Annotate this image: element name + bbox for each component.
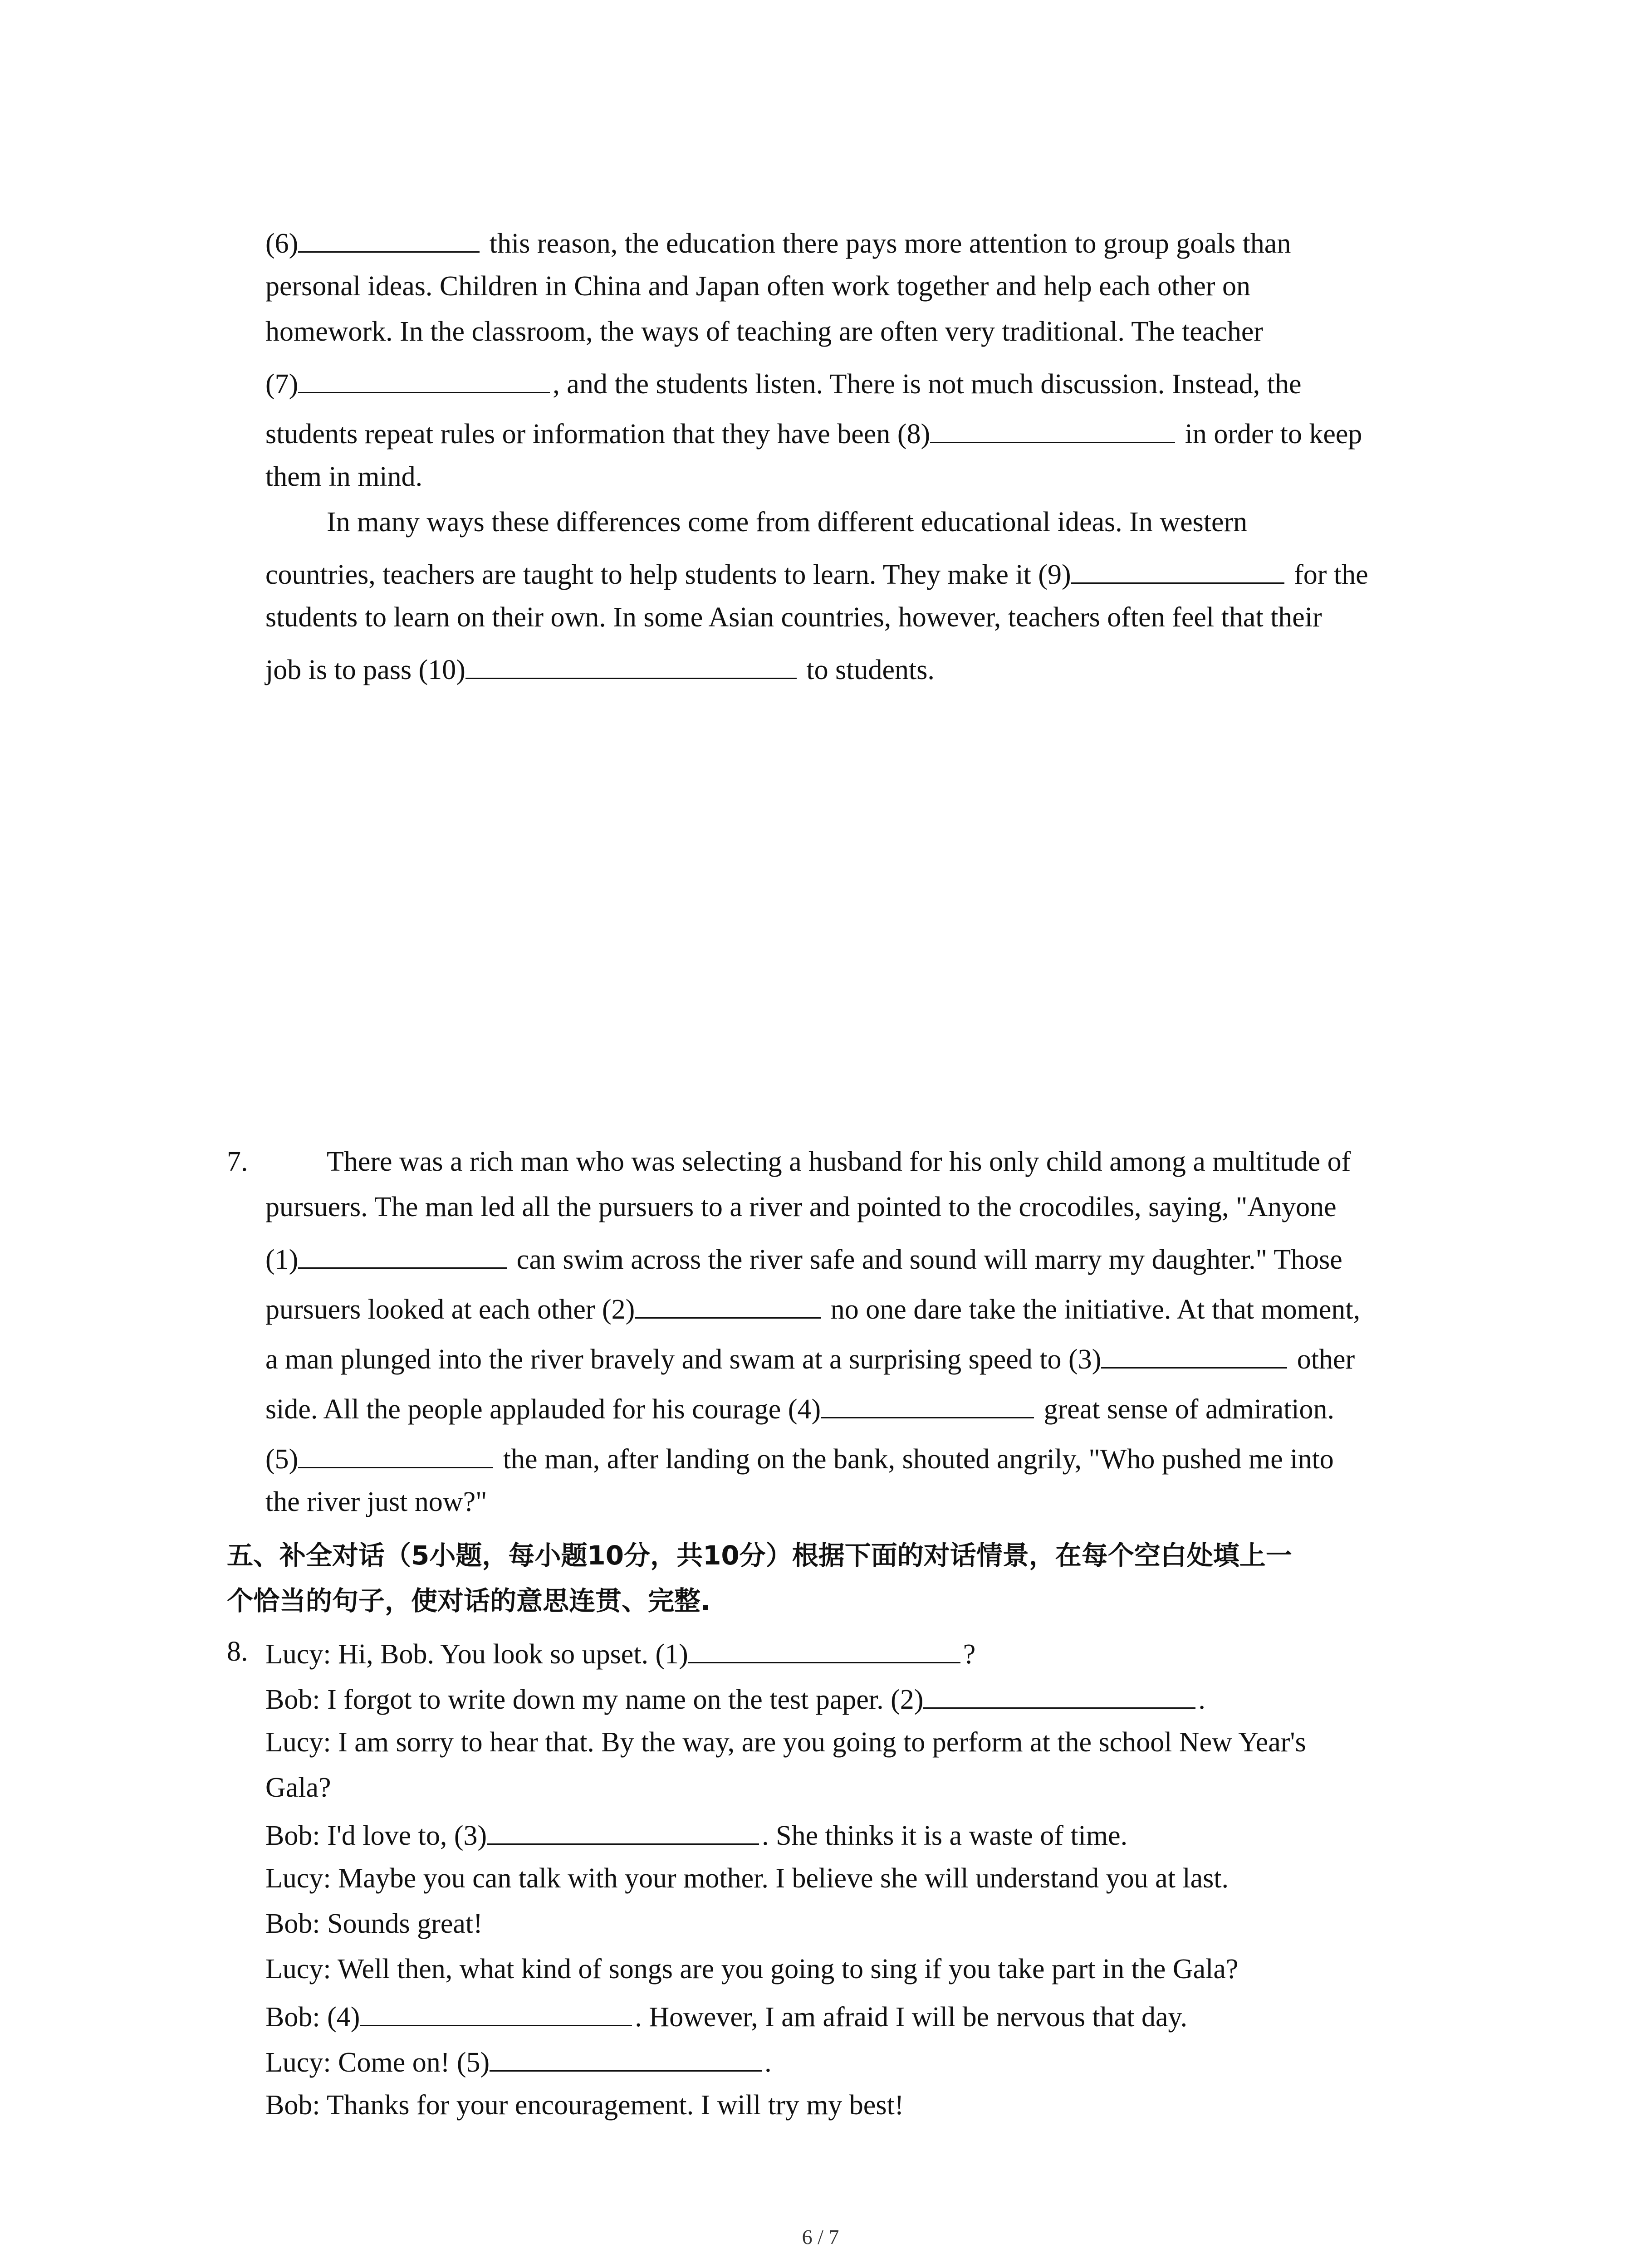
q7-text: pursuers looked at each other (2) <box>265 1294 635 1325</box>
dialogue-line: Lucy: Well then, what kind of songs are you going to sing if you take part in the Gala? <box>265 1954 1239 1984</box>
page-number: 6 / 7 <box>802 2225 839 2248</box>
passage6-text: in order to keep <box>1178 419 1362 450</box>
dialogue-line: Bob: Sounds great! <box>265 1908 483 1939</box>
dialogue-text: . <box>764 2047 772 2078</box>
q7-line <box>265 1442 1334 1473</box>
dialogue-line: Lucy: Maybe you can talk with your mother. I believe she will understand you at last. <box>265 1863 1229 1894</box>
passage6-line: In many ways these differences come from different educational ideas. In western <box>327 507 1248 538</box>
dialogue-line: Lucy: I am sorry to hear that. By the way, are you going to perform at the school New Year's <box>265 1727 1306 1758</box>
dialogue-line <box>265 2000 1187 2031</box>
q7-line <box>265 1393 1334 1423</box>
q7-text: a man plunged into the river bravely and swam at a surprising speed to (3) <box>265 1344 1102 1375</box>
dialogue-text: Lucy: Hi, Bob. You look so upset. (1) <box>265 1639 688 1670</box>
blank-8[interactable] <box>930 417 1175 443</box>
passage6-line <box>265 558 1368 589</box>
dialogue-line <box>265 2046 772 2077</box>
passage6-text: this reason, the education there pays more attention to group goals than <box>482 228 1291 259</box>
passage6-line: homework. In the classroom, the ways of teaching are often very traditional. The teacher <box>265 316 1264 347</box>
dialogue-text: Bob: (4) <box>265 2002 360 2033</box>
dialogue-text: . She thinks it is a waste of time. <box>762 1820 1128 1851</box>
blank-q8-2[interactable] <box>923 1683 1195 1709</box>
passage6-text: , and the students listen. There is not much discussion. Instead, the <box>553 369 1302 400</box>
q7-line <box>265 1243 1342 1274</box>
blank-q7-4[interactable] <box>821 1393 1034 1418</box>
dialogue-line: Gala? <box>265 1772 331 1803</box>
question-number: 7. <box>227 1146 248 1177</box>
q7-line <box>265 1343 1355 1374</box>
q7-text: (5) <box>265 1444 299 1475</box>
passage6-line <box>265 367 1302 398</box>
passage6-text: countries, teachers are taught to help students to learn. They make it (9) <box>265 559 1071 590</box>
q7-text: no one dare take the initiative. At that moment, <box>823 1294 1361 1325</box>
section-heading: 个恰当的句子，使对话的意思连贯、完整. <box>227 1585 711 1616</box>
passage6-line: personal ideas. Children in China and Japan often work together and help each other on <box>265 271 1251 302</box>
passage6-line <box>265 417 1362 448</box>
blank-q8-4[interactable] <box>360 2000 632 2026</box>
dialogue-text: . <box>1198 1684 1205 1715</box>
dialogue-text: Bob: I forgot to write down my name on the test paper. (2) <box>265 1684 924 1715</box>
passage6-line <box>265 227 1291 258</box>
q7-line: There was a rich man who was selecting a husband for his only child among a multitude of <box>327 1146 1351 1177</box>
blank-q7-3[interactable] <box>1101 1343 1287 1369</box>
blank-q7-5[interactable] <box>298 1442 493 1468</box>
blank-q7-2[interactable] <box>635 1293 821 1319</box>
dialogue-text: . However, I am afraid I will be nervous that day. <box>635 2002 1187 2033</box>
section-heading: 五、补全对话（5小题，每小题10分，共10分）根据下面的对话情景，在每个空白处填上一 <box>227 1540 1292 1571</box>
blank-q7-1[interactable] <box>298 1243 507 1269</box>
blank-q8-1[interactable] <box>688 1637 960 1663</box>
question-number: 8. <box>227 1636 248 1667</box>
dialogue-text: Lucy: Come on! (5) <box>265 2047 490 2078</box>
passage6-text: job is to pass (10) <box>265 655 465 685</box>
q7-text: (1) <box>265 1244 299 1275</box>
dialogue-text: ? <box>963 1639 976 1670</box>
dialogue-line: Bob: Thanks for your encouragement. I will try my best! <box>265 2090 904 2121</box>
dialogue-line <box>265 1683 1205 1714</box>
passage6-line: students to learn on their own. In some Asian countries, however, teachers often feel that their <box>265 602 1322 633</box>
passage6-line: them in mind. <box>265 461 423 492</box>
dialogue-text: Bob: I'd love to, (3) <box>265 1820 487 1851</box>
q7-line <box>265 1293 1360 1324</box>
passage6-line <box>265 653 935 684</box>
q7-text: the man, after landing on the bank, shouted angrily, "Who pushed me into <box>496 1444 1334 1475</box>
blank-7[interactable] <box>298 367 550 393</box>
q7-text: great sense of admiration. <box>1037 1394 1335 1425</box>
blank-q8-3[interactable] <box>487 1819 759 1845</box>
blank-9[interactable] <box>1071 558 1284 584</box>
q7-line: the river just now?" <box>265 1486 487 1517</box>
q7-text: side. All the people applauded for his courage (4) <box>265 1394 821 1425</box>
blank-q8-5[interactable] <box>490 2046 762 2072</box>
q7-line: pursuers. The man led all the pursuers to a river and pointed to the crocodiles, saying, "Anyone <box>265 1192 1337 1222</box>
q7-text: can swim across the river safe and sound will marry my daughter." Those <box>509 1244 1342 1275</box>
dialogue-line <box>265 1637 975 1668</box>
passage6-text: for the <box>1287 559 1368 590</box>
dialogue-line <box>265 1819 1127 1850</box>
passage6-text: (6) <box>265 228 299 259</box>
blank-10[interactable] <box>465 653 797 679</box>
passage6-text: students repeat rules or information that they have been (8) <box>265 419 931 450</box>
q7-text: other <box>1290 1344 1355 1375</box>
passage6-text: to students. <box>799 655 935 685</box>
passage6-text: (7) <box>265 369 299 400</box>
blank-6[interactable] <box>298 227 480 253</box>
